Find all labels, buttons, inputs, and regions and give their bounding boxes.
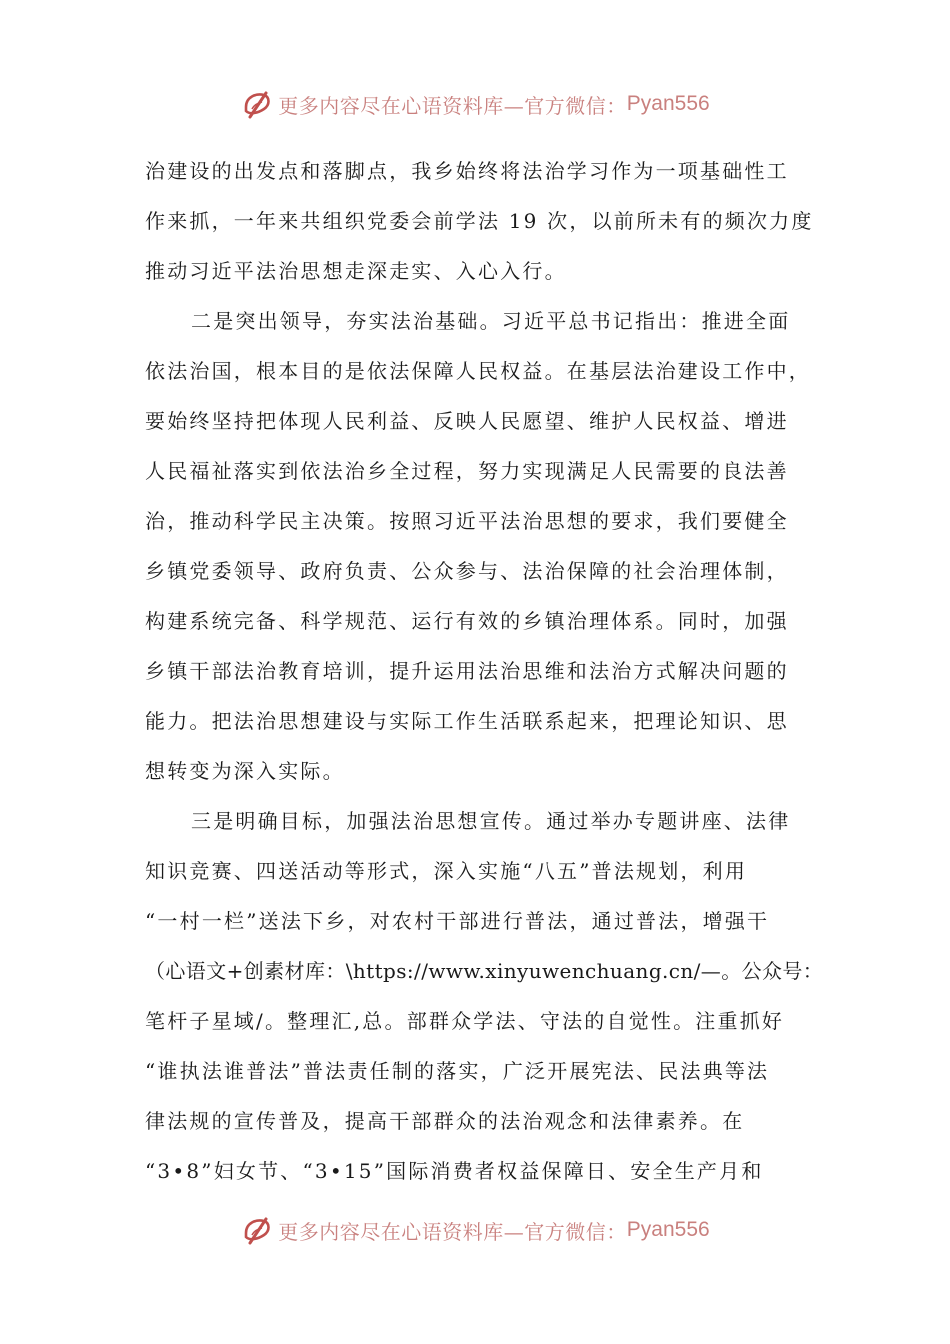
text-line: 想转变为深入实际。 [145,759,345,783]
paragraph-start-line: 三是明确目标，加强法治思想宣传。通过举办专题讲座、法律 [191,809,791,833]
watermark-banner-top [0,84,950,124]
watermark-text: 更多内容尽在心语资料库—官方微信： [278,1219,627,1244]
text-line: 知识竞赛、四送活动等形式，深入实施“八五”普法规划，利用 [145,859,748,883]
text-line: 推动习近平法治思想走深走实、入心入行。 [145,259,567,283]
text-line: 依法治国，根本目的是依法保障人民权益。在基层法治建设工作中， [145,359,811,383]
text-line: 笔杆子星域/。整理汇,总。部群众学法、守法的自觉性。注重抓好 [145,1009,785,1033]
text-line: 治建设的出发点和落脚点，我乡始终将法治学习作为一项基础性工 [145,159,789,183]
watermark-text: 更多内容尽在心语资料库—官方微信： [278,93,627,118]
brush-pen-logo-icon [240,87,274,121]
watermark-wechat-id: Pyan556 [626,1218,710,1241]
document-body [145,146,824,1196]
text-line: “一村一栏”送法下乡，对农村干部进行普法，通过普法，增强干 [145,909,770,933]
paragraph-start-line: 二是突出领导，夯实法治基础。习近平总书记指出：推进全面 [191,309,791,333]
text-line: 构建系统完备、科学规范、运行有效的乡镇治理体系。同时，加强 [145,609,789,633]
text-line: 要始终坚持把体现人民利益、反映人民愿望、维护人民权益、增进 [145,409,789,433]
text-line: 治，推动科学民主决策。按照习近平法治思想的要求，我们要健全 [145,509,789,533]
text-line: “3•8”妇女节、“3•15”国际消费者权益保障日、安全生产月和 [145,1159,764,1183]
text-line: 作来抓，一年来共组织党委会前学法 19 次，以前所未有的频次力度 [145,209,814,233]
text-line: 能力。把法治思想建设与实际工作生活联系起来，把理论知识、思 [145,709,789,733]
watermark-banner-bottom [0,1210,950,1250]
text-line: 人民福祉落实到依法治乡全过程，努力实现满足人民需要的良法善 [145,459,789,483]
text-line: 乡镇党委领导、政府负责、公众参与、法治保障的社会治理体制， [145,559,789,583]
text-line-with-url: （心语文+创素材库：\https://www.xinyuwenchuang.cn/—。公众号： [145,959,824,983]
text-line: “谁执法谁普法”普法责任制的落实，广泛开展宪法、民法典等法 [145,1059,770,1083]
watermark-wechat-id: Pyan556 [626,92,710,115]
text-line: 律法规的宣传普及，提高干部群众的法治观念和法律素养。在 [145,1109,745,1133]
text-line: 乡镇干部法治教育培训，提升运用法治思维和法治方式解决问题的 [145,659,789,683]
brush-pen-logo-icon [240,1213,274,1247]
